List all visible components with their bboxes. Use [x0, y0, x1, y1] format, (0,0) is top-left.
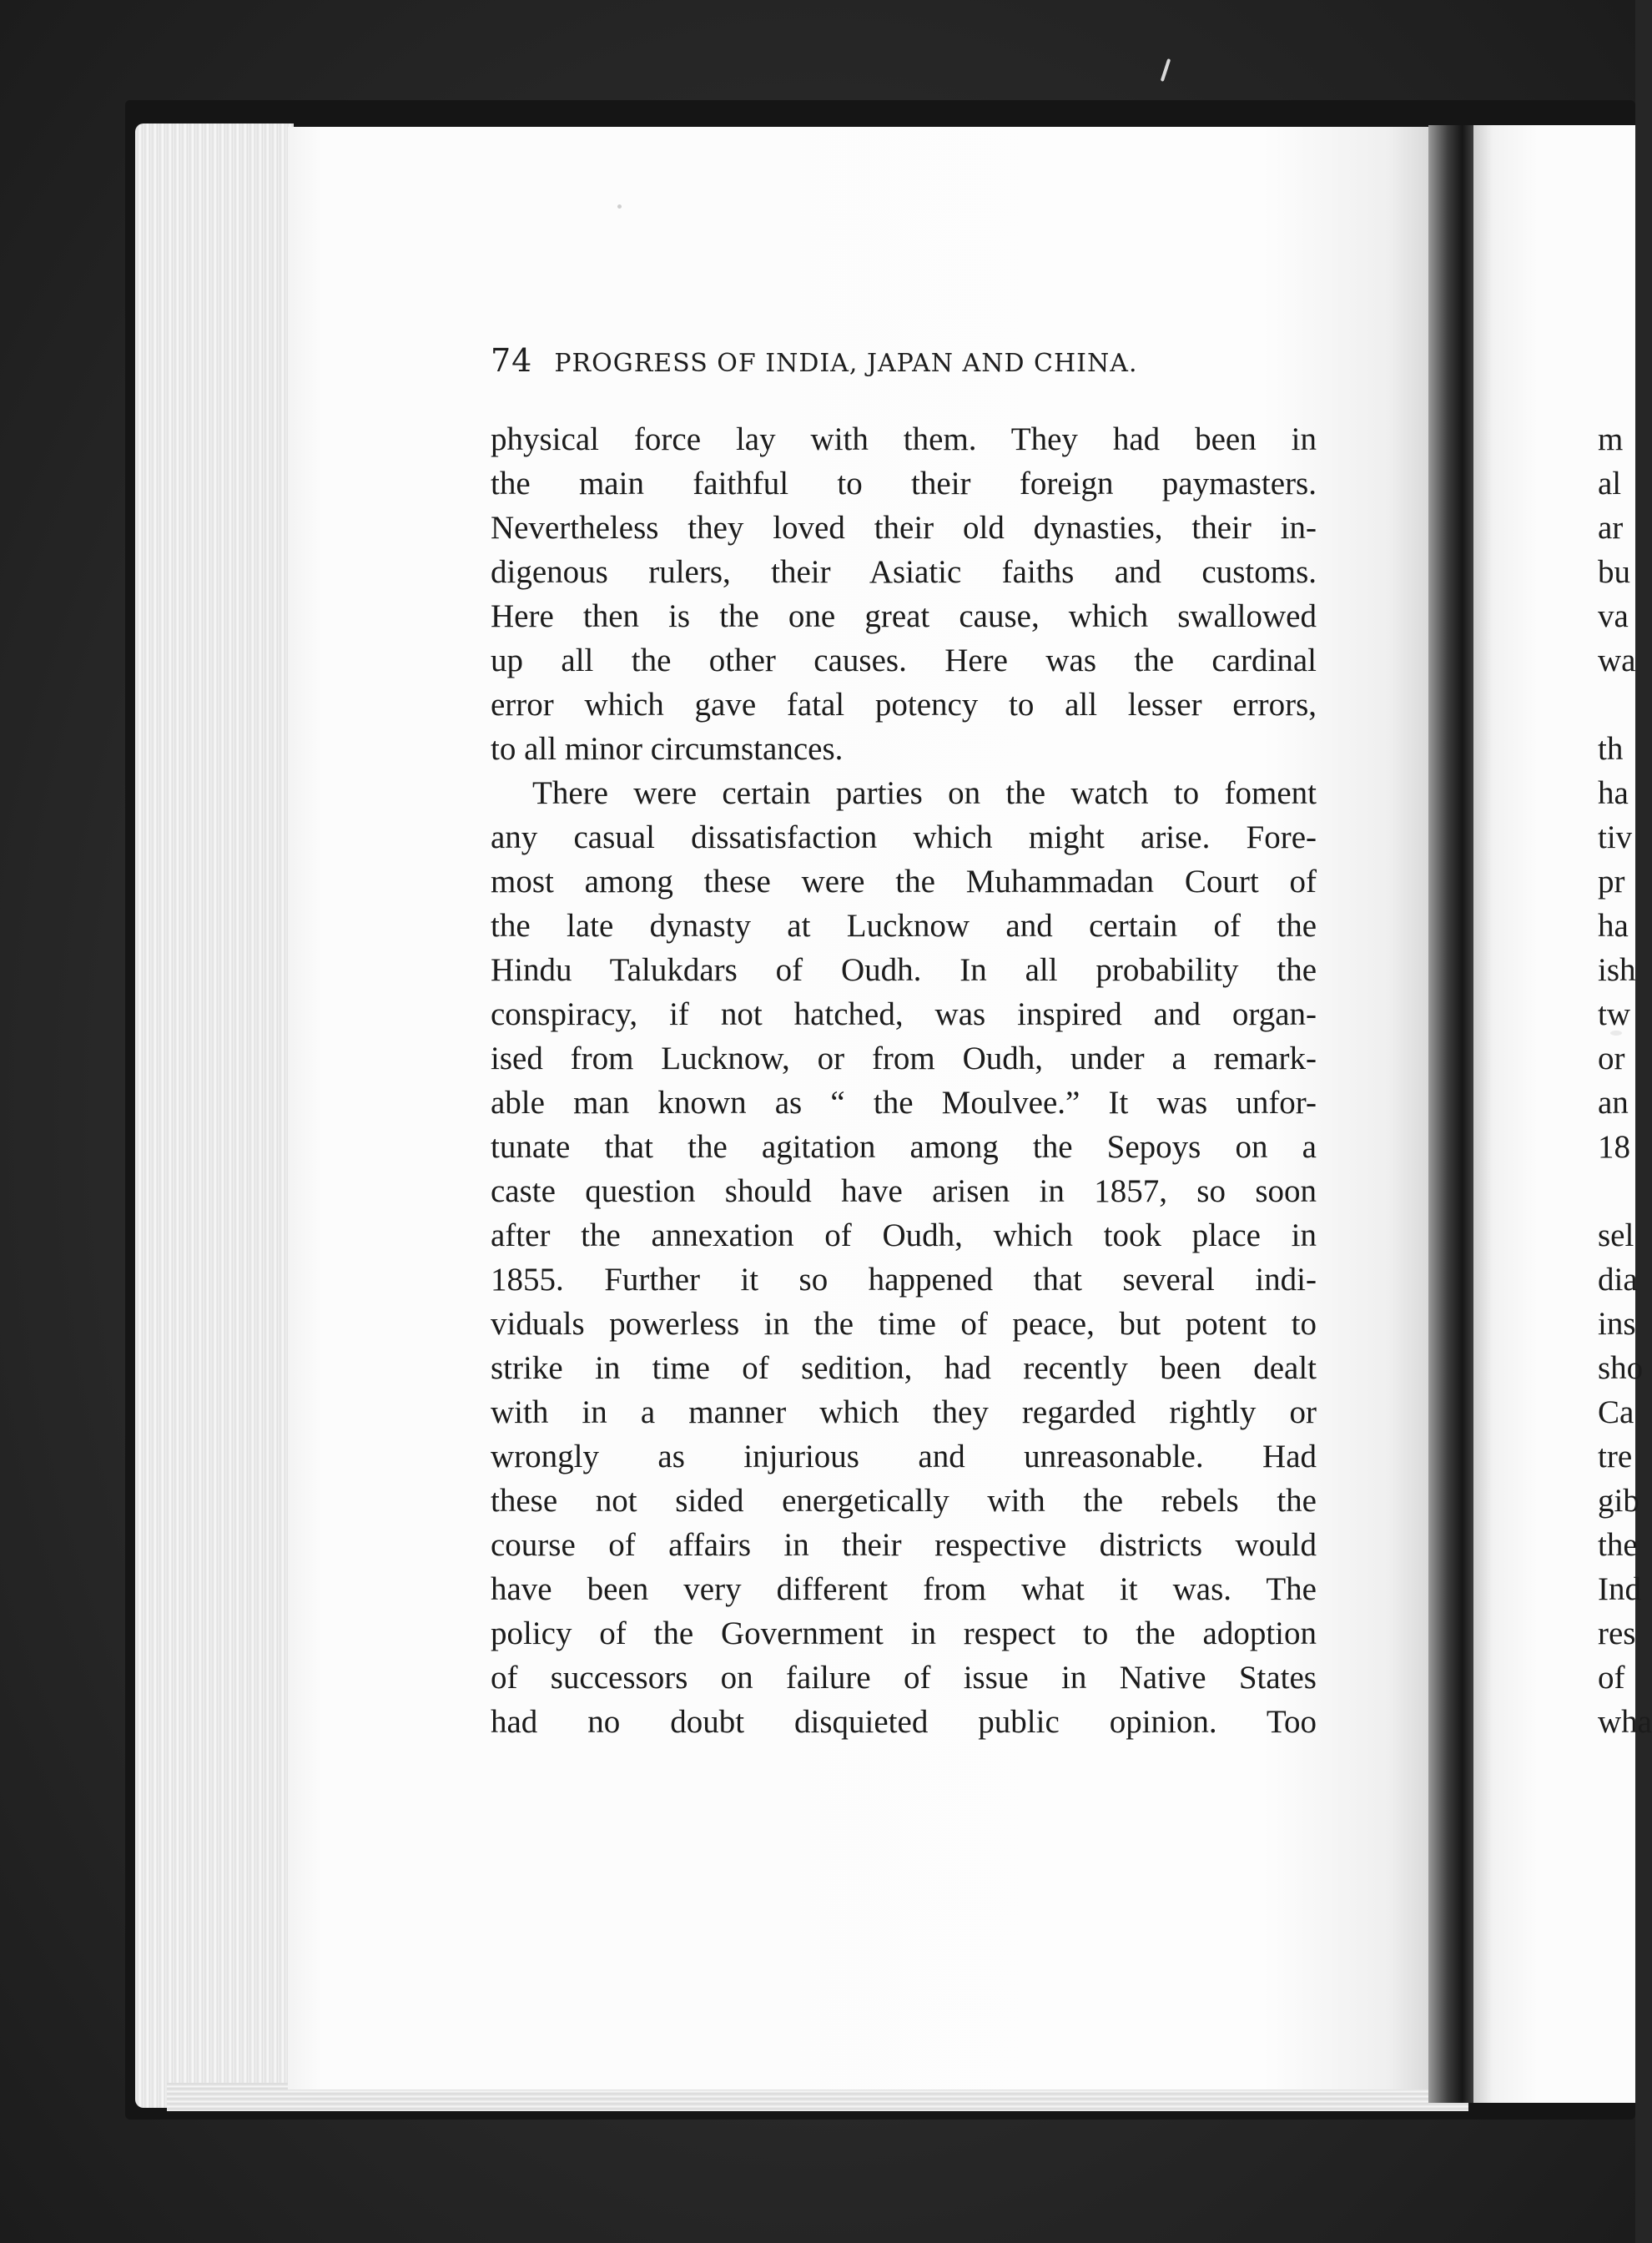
- facing-line: wha: [1598, 1704, 1652, 1740]
- facing-line: al: [1598, 466, 1622, 502]
- text-line: digenous rulers, their Asiatic faiths and customs.: [491, 554, 1317, 590]
- facing-line: Ind: [1598, 1571, 1641, 1607]
- text-line: conspiracy, if not hatched, was inspired and organ-: [491, 996, 1317, 1032]
- facing-line: ish: [1598, 952, 1636, 988]
- facing-line: ha: [1598, 775, 1629, 811]
- page-number: 74: [491, 342, 533, 379]
- facing-line: or: [1598, 1041, 1625, 1076]
- text-line: caste question should have arisen in 1857, so soon: [491, 1173, 1317, 1209]
- text-line: Nevertheless they loved their old dynasties, their in-: [491, 510, 1317, 546]
- facing-line: th: [1598, 731, 1624, 767]
- facing-line: pr: [1598, 864, 1625, 900]
- facing-line: bu: [1598, 554, 1630, 590]
- page-edges: [135, 123, 294, 2108]
- text-line: Here then is the one great cause, which swallowed: [491, 598, 1317, 634]
- facing-line: tre: [1598, 1439, 1633, 1474]
- facing-line: va: [1598, 598, 1629, 634]
- text-line: physical force lay with them. They had been in: [491, 421, 1317, 457]
- text-line: able man known as “ the Moulvee.” It was unfor-: [491, 1085, 1317, 1121]
- text-line: tunate that the agitation among the Sepoys on a: [491, 1129, 1317, 1165]
- text-line: of successors on failure of issue in Native States: [491, 1660, 1317, 1696]
- text-line: strike in time of sedition, had recently been dealt: [491, 1350, 1317, 1386]
- facing-line: 18: [1598, 1129, 1630, 1165]
- text-line: Hindu Talukdars of Oudh. In all probability the: [491, 952, 1317, 988]
- dust-speck: [1161, 58, 1171, 82]
- text-line: viduals powerless in the time of peace, but potent to: [491, 1306, 1317, 1342]
- facing-line: tw: [1598, 996, 1630, 1032]
- facing-line: ins: [1598, 1306, 1636, 1342]
- facing-line: sel: [1598, 1217, 1634, 1253]
- text-line: the main faithful to their foreign paymasters.: [491, 466, 1317, 502]
- facing-line: gib: [1598, 1483, 1639, 1519]
- text-line: to all minor circumstances.: [491, 731, 844, 767]
- facing-line: [1598, 683, 1648, 727]
- facing-line: ha: [1598, 908, 1629, 944]
- text-line: 1855. Further it so happened that several indi-: [491, 1262, 1317, 1298]
- text-line: after the annexation of Oudh, which took place in: [491, 1217, 1317, 1253]
- text-line: error which gave fatal potency to all lesser errors,: [491, 687, 1317, 723]
- facing-line: the: [1598, 1527, 1638, 1563]
- text-line: up all the other causes. Here was the cardinal: [491, 643, 1317, 678]
- text-line: course of affairs in their respective districts would: [491, 1527, 1317, 1563]
- text-line: policy of the Government in respect to the adoption: [491, 1615, 1317, 1651]
- text-line: any casual dissatisfaction which might arise. Fore-: [491, 819, 1317, 855]
- facing-line: [1598, 1169, 1648, 1213]
- text-line: most among these were the Muhammadan Court of: [491, 864, 1317, 900]
- running-head: [491, 342, 1317, 379]
- facing-line: wa: [1598, 643, 1636, 678]
- facing-line: tiv: [1598, 819, 1633, 855]
- text-line: these not sided energetically with the rebels the: [491, 1483, 1317, 1519]
- facing-line: dia: [1598, 1262, 1638, 1298]
- running-title: PROGRESS OF INDIA, JAPAN AND CHINA.: [554, 349, 1138, 378]
- facing-page-text: [1598, 417, 1652, 1744]
- text-line: had no doubt disquieted public opinion. Too: [491, 1704, 1317, 1740]
- text-line: ised from Lucknow, or from Oudh, under a remark-: [491, 1041, 1317, 1076]
- facing-line: of: [1598, 1660, 1625, 1696]
- book-gutter: [1428, 125, 1477, 2103]
- facing-line: m: [1598, 421, 1624, 457]
- text-line: the late dynasty at Lucknow and certain of the: [491, 908, 1317, 944]
- facing-line: ar: [1598, 510, 1624, 546]
- text-line: There were certain parties on the watch to foment: [532, 775, 1317, 811]
- facing-line: an: [1598, 1085, 1629, 1121]
- text-line: wrongly as injurious and unreasonable. Had: [491, 1439, 1317, 1474]
- facing-line: Ca: [1598, 1394, 1634, 1430]
- dust-speck: [617, 204, 622, 209]
- text-line: have been very different from what it was. The: [491, 1571, 1317, 1607]
- text-line: with in a manner which they regarded rightly or: [491, 1394, 1317, 1430]
- facing-line: res: [1598, 1615, 1636, 1651]
- body-text: [491, 417, 1317, 1744]
- facing-line: sho: [1598, 1350, 1644, 1386]
